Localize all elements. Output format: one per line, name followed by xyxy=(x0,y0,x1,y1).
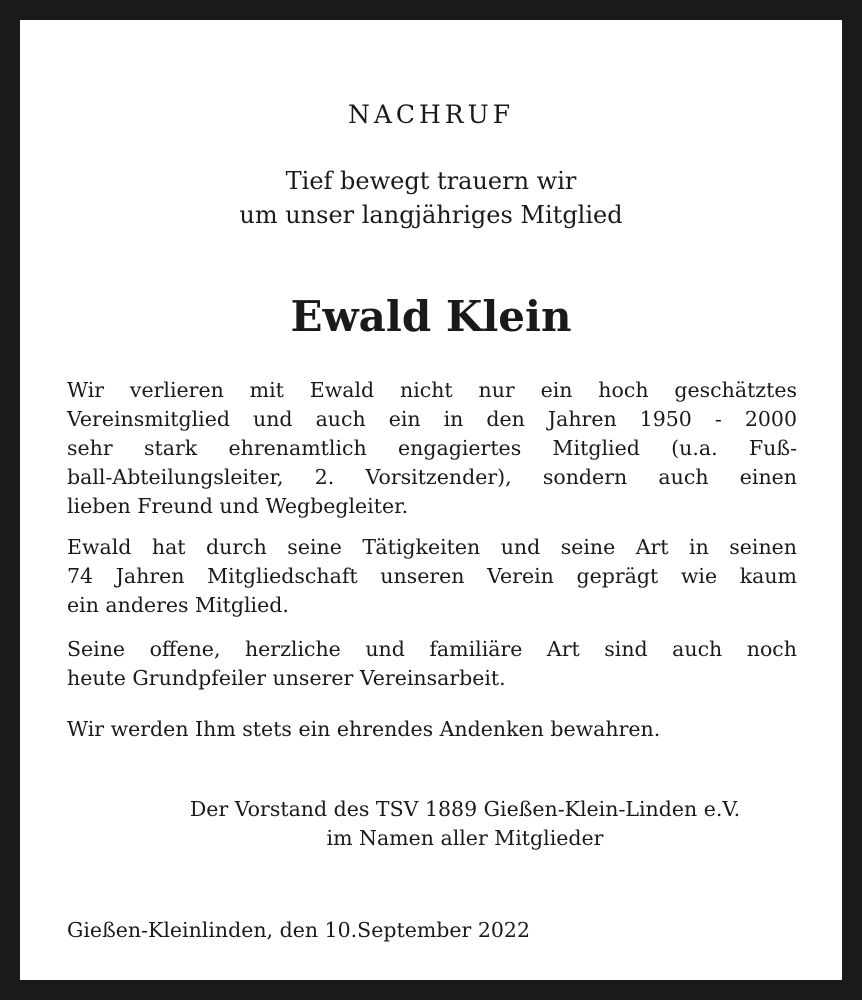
paragraph-tribute xyxy=(67,376,797,521)
notice-heading: NACHRUF xyxy=(347,100,515,129)
paragraph-line: lieben Freund und Wegbegleiter. xyxy=(67,494,409,518)
paragraph-line: Seine offene, herzliche und familiäre Art sind auch noch xyxy=(67,637,797,661)
paragraph-line: ball-Abteilungsleiter, 2. Vorsitzender), sondern auch einen xyxy=(67,465,797,489)
paragraph-line: Wir verlieren mit Ewald nicht nur ein hoch geschätztes xyxy=(67,378,797,402)
intro-text xyxy=(0,164,862,232)
paragraph-remembrance xyxy=(67,715,797,744)
signature-line-2: im Namen aller Mitglieder xyxy=(326,826,604,850)
place-and-date: Gießen-Kleinlinden, den 10.September 2022 xyxy=(67,918,531,942)
intro-line-2: um unser langjähriges Mitglied xyxy=(239,201,623,229)
signature-block xyxy=(0,795,862,853)
paragraph-character xyxy=(67,635,797,693)
signature-line-1: Der Vorstand des TSV 1889 Gießen-Klein-Linden e.V. xyxy=(189,797,741,821)
paragraph-line: Vereinsmitglied und auch ein in den Jahren 1950 - 2000 xyxy=(67,407,797,431)
paragraph-line: heute Grundpfeiler unserer Vereinsarbeit. xyxy=(67,666,506,690)
paragraph-membership xyxy=(67,533,797,620)
paragraph-line: 74 Jahren Mitgliedschaft unseren Verein geprägt wie kaum xyxy=(67,564,797,588)
paragraph-line: Wir werden Ihm stets ein ehrendes Andenken bewahren. xyxy=(67,717,661,741)
paragraph-line: Ewald hat durch seine Tätigkeiten und seine Art in seinen xyxy=(67,535,797,559)
paragraph-line: sehr stark ehrenamtlich engagiertes Mitglied (u.a. Fuß- xyxy=(67,436,797,460)
deceased-name: Ewald Klein xyxy=(290,292,572,341)
paragraph-line: ein anderes Mitglied. xyxy=(67,593,289,617)
intro-line-1: Tief bewegt trauern wir xyxy=(285,167,577,195)
